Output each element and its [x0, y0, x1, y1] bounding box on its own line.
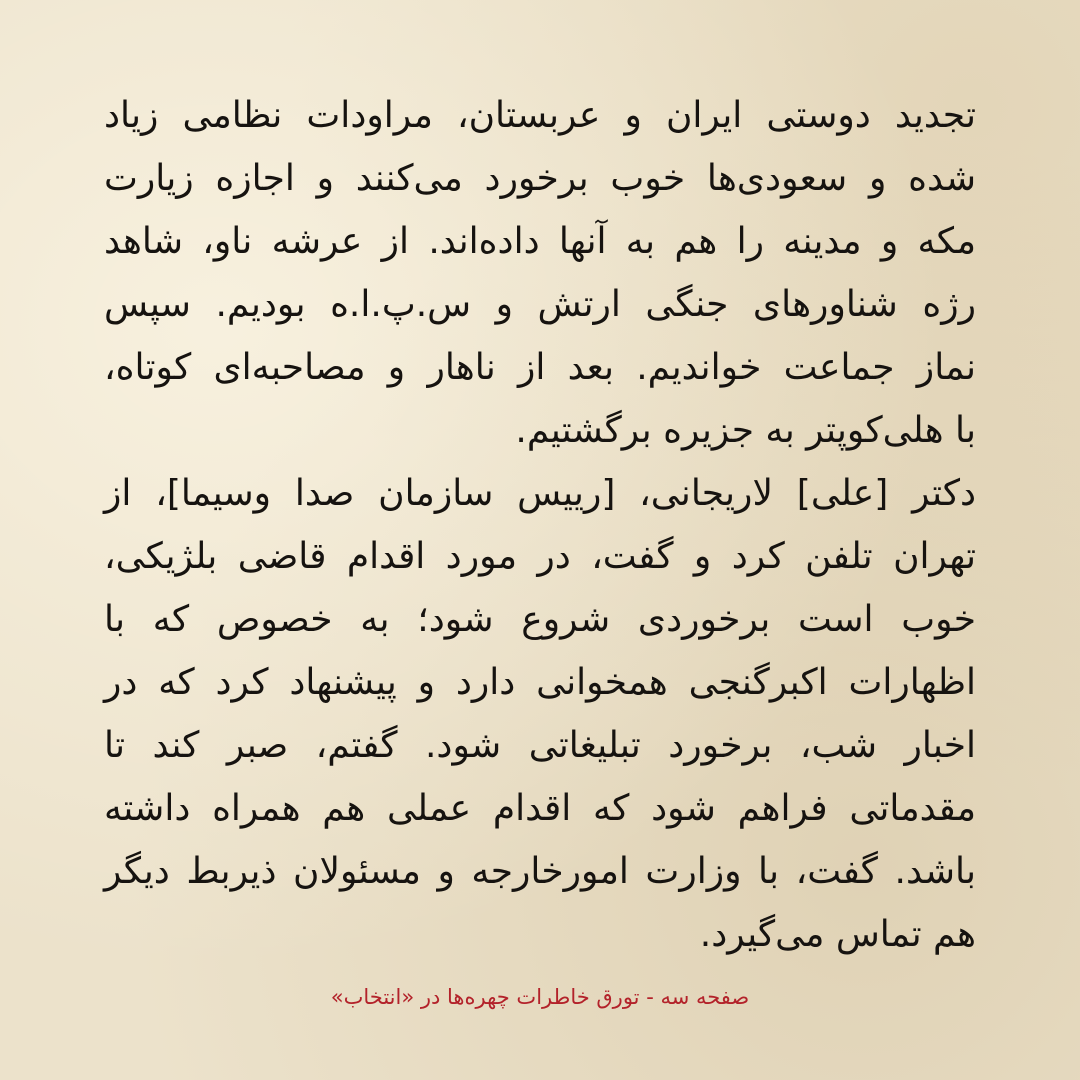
text-line: دکتر [علی] لاریجانی، [رییس سازمان صدا وسیما]، از: [104, 473, 976, 514]
text-line: خوب است برخوردی شروع شود؛ به خصوص که با: [104, 599, 976, 640]
text-line: تهران تلفن کرد و گفت، در مورد اقدام قاضی بلژیکی،: [104, 536, 976, 577]
text-line: هم تماس می‌گیرد.: [699, 914, 976, 955]
text-line: اظهارات اکبرگنجی همخوانی دارد و پیشنهاد کرد که در: [104, 662, 976, 703]
text-line: شده و سعودی‌ها خوب برخورد می‌کنند و اجازه زیارت: [104, 158, 976, 199]
text-line: باشد. گفت، با وزارت امورخارجه و مسئولان ذیربط دیگر: [104, 851, 976, 892]
text-line: رژه شناورهای جنگی ارتش و س.پ.ا.ه بودیم. سپس: [104, 284, 976, 325]
text-line: مکه و مدینه را هم به آنها داده‌اند. از عرشه ناو، شاهد: [104, 221, 976, 262]
source-caption: صفحه سه - تورق خاطرات چهره‌ها در «انتخاب»: [330, 985, 750, 1009]
text-line: تجدید دوستی ایران و عربستان، مراودات نظامی زیاد: [104, 95, 976, 136]
memoir-text: [104, 84, 976, 966]
text-line: اخبار شب، برخورد تبلیغاتی شود. گفتم، صبر کند تا: [104, 725, 976, 766]
text-line: با هلی‌کوپتر به جزیره برگشتیم.: [515, 410, 976, 451]
text-line: مقدماتی فراهم شود که اقدام عملی هم همراه داشته: [104, 788, 976, 829]
text-line: نماز جماعت خواندیم. بعد از ناهار و مصاحبه‌ای کوتاه،: [104, 347, 976, 388]
